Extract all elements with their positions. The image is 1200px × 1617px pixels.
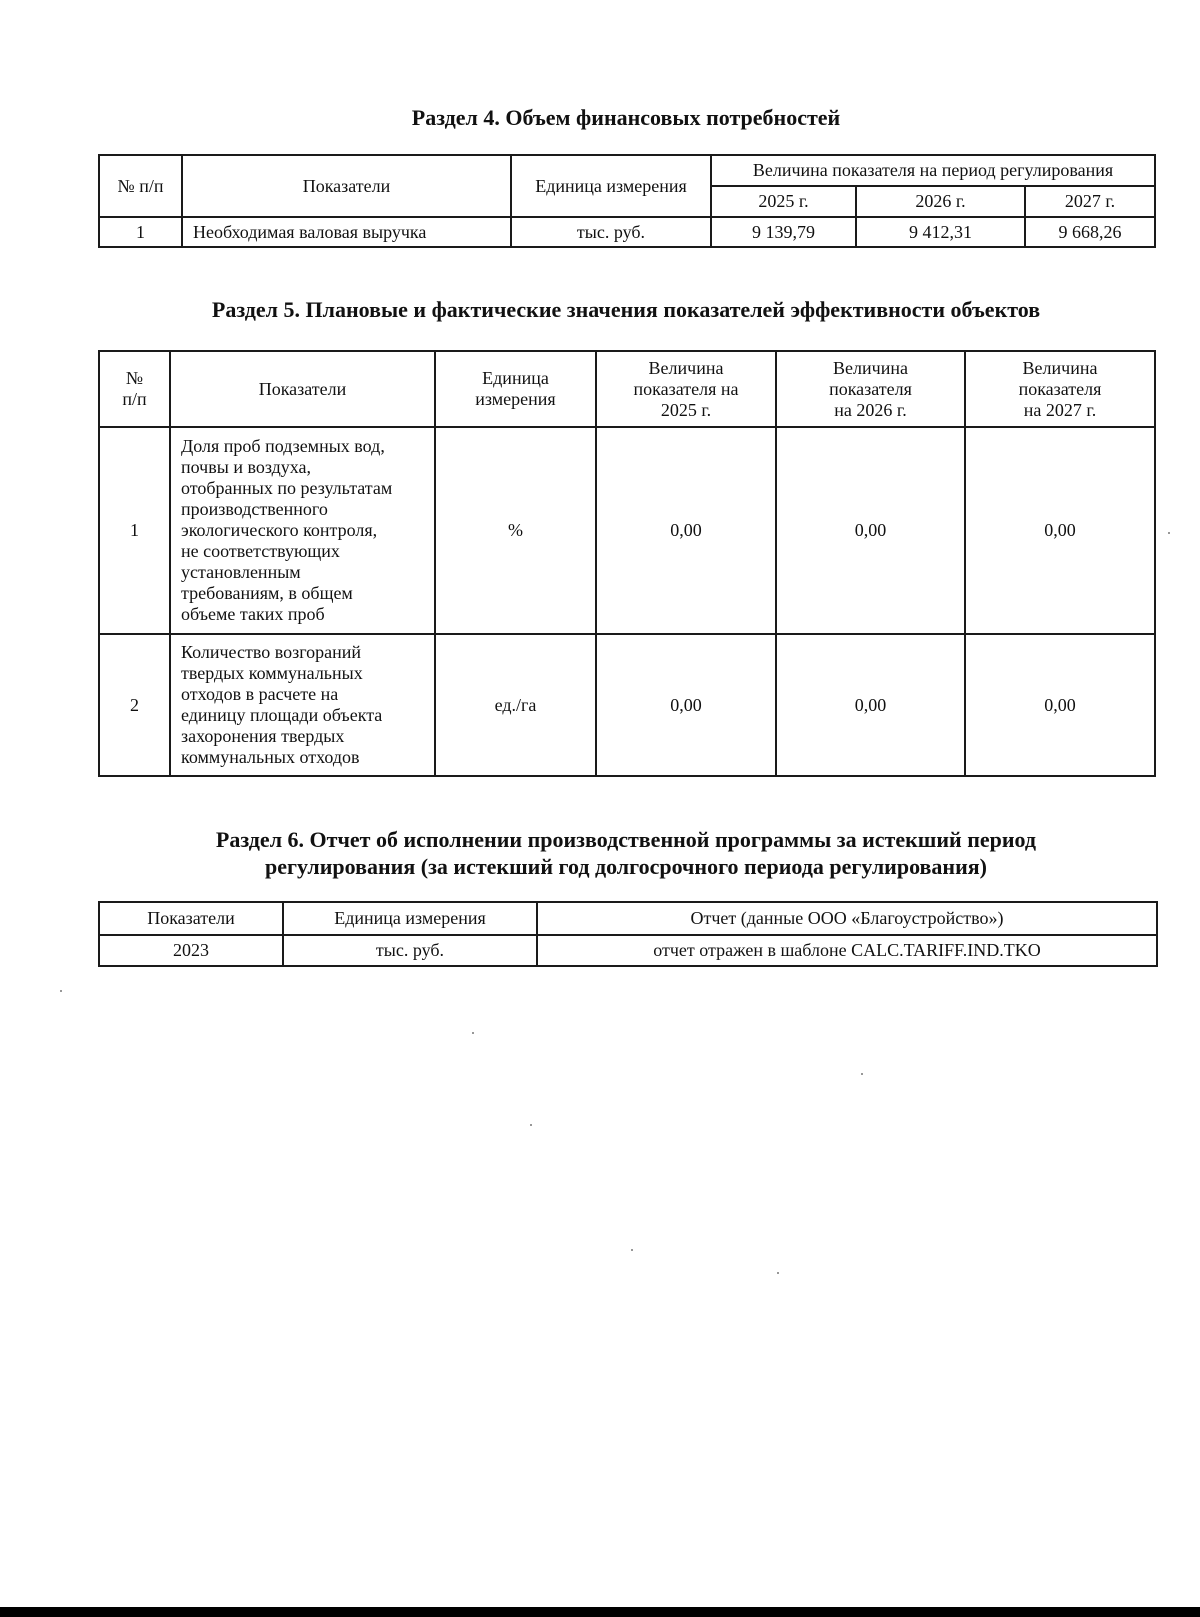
s5-row1-indicator: Доля проб подземных вод, почвы и воздуха, отобранных по результатам производственного экологического контроля, не соответствующих установленным требованиям, в общем объеме таких проб bbox=[170, 427, 435, 634]
s6-header-indicator: Показатели bbox=[99, 902, 283, 935]
s5-row2-indicator: Количество возгораний твердых коммунальных отходов в расчете на единицу площади объекта захоронения твердых коммунальных отходов bbox=[170, 634, 435, 776]
s6-row1-report: отчет отражен в шаблоне CALC.TARIFF.IND.TKO bbox=[537, 935, 1157, 966]
s5-header-indicator: Показатели bbox=[170, 351, 435, 427]
s4-header-unit: Единица измерения bbox=[511, 155, 711, 217]
section4-title: Раздел 4. Объем финансовых потребностей bbox=[411, 105, 841, 130]
section5-table bbox=[98, 350, 1156, 777]
s6-header-unit: Единица измерения bbox=[283, 902, 537, 935]
s5-row2-value-2026: 0,00 bbox=[776, 634, 965, 776]
s5-row2-value-2027: 0,00 bbox=[965, 634, 1155, 776]
section5-title: Раздел 5. Плановые и фактические значения показателей эффективности объектов bbox=[211, 297, 1041, 322]
table-row bbox=[99, 427, 1155, 634]
s5-row2-num: 2 bbox=[99, 634, 170, 776]
scan-speck bbox=[60, 990, 62, 992]
table-row bbox=[99, 935, 1157, 966]
s4-row1-value-2027: 9 668,26 bbox=[1025, 217, 1155, 247]
s4-row1-value-2026: 9 412,31 bbox=[856, 217, 1025, 247]
s6-row1-unit: тыс. руб. bbox=[283, 935, 537, 966]
section6-title-line2: регулирования (за истекший год долгосрочного периода регулирования) bbox=[264, 854, 988, 879]
s5-header-2026: Величина показателя на 2026 г. bbox=[776, 351, 965, 427]
s4-header-num: № п/п bbox=[99, 155, 182, 217]
s5-row2-unit: ед./га bbox=[435, 634, 596, 776]
s5-row1-value-2025: 0,00 bbox=[596, 427, 776, 634]
scan-speck bbox=[530, 1124, 532, 1126]
section6-table bbox=[98, 901, 1158, 967]
scan-speck bbox=[631, 1249, 633, 1251]
table-row bbox=[99, 634, 1155, 776]
s4-header-year-2027: 2027 г. bbox=[1025, 186, 1155, 217]
s4-row1-value-2025: 9 139,79 bbox=[711, 217, 856, 247]
s5-row1-value-2026: 0,00 bbox=[776, 427, 965, 634]
s5-row1-num: 1 bbox=[99, 427, 170, 634]
s4-header-year-2025: 2025 г. bbox=[711, 186, 856, 217]
s5-header-num: № п/п bbox=[99, 351, 170, 427]
s4-row1-indicator: Необходимая валовая выручка bbox=[182, 217, 511, 247]
s4-header-year-2026: 2026 г. bbox=[856, 186, 1025, 217]
s5-row1-value-2027: 0,00 bbox=[965, 427, 1155, 634]
s6-row1-indicator: 2023 bbox=[99, 935, 283, 966]
s4-row1-unit: тыс. руб. bbox=[511, 217, 711, 247]
s6-header-report: Отчет (данные ООО «Благоустройство») bbox=[537, 902, 1157, 935]
s5-row2-value-2025: 0,00 bbox=[596, 634, 776, 776]
scan-speck bbox=[861, 1073, 863, 1075]
s5-header-2027: Величина показателя на 2027 г. bbox=[965, 351, 1155, 427]
scan-bottom-edge bbox=[0, 1607, 1200, 1617]
scan-speck bbox=[472, 1032, 474, 1034]
s5-row1-unit: % bbox=[435, 427, 596, 634]
s4-header-indicator: Показатели bbox=[182, 155, 511, 217]
s4-header-period: Величина показателя на период регулирования bbox=[711, 155, 1155, 186]
scan-speck bbox=[777, 1272, 779, 1274]
table-row bbox=[99, 217, 1155, 247]
scan-speck bbox=[1168, 532, 1170, 534]
s5-header-2025: Величина показателя на 2025 г. bbox=[596, 351, 776, 427]
section6-title-line1: Раздел 6. Отчет об исполнении производственной программы за истекший период bbox=[215, 827, 1037, 852]
s5-header-unit: Единица измерения bbox=[435, 351, 596, 427]
s4-row1-num: 1 bbox=[99, 217, 182, 247]
section4-table bbox=[98, 154, 1156, 248]
